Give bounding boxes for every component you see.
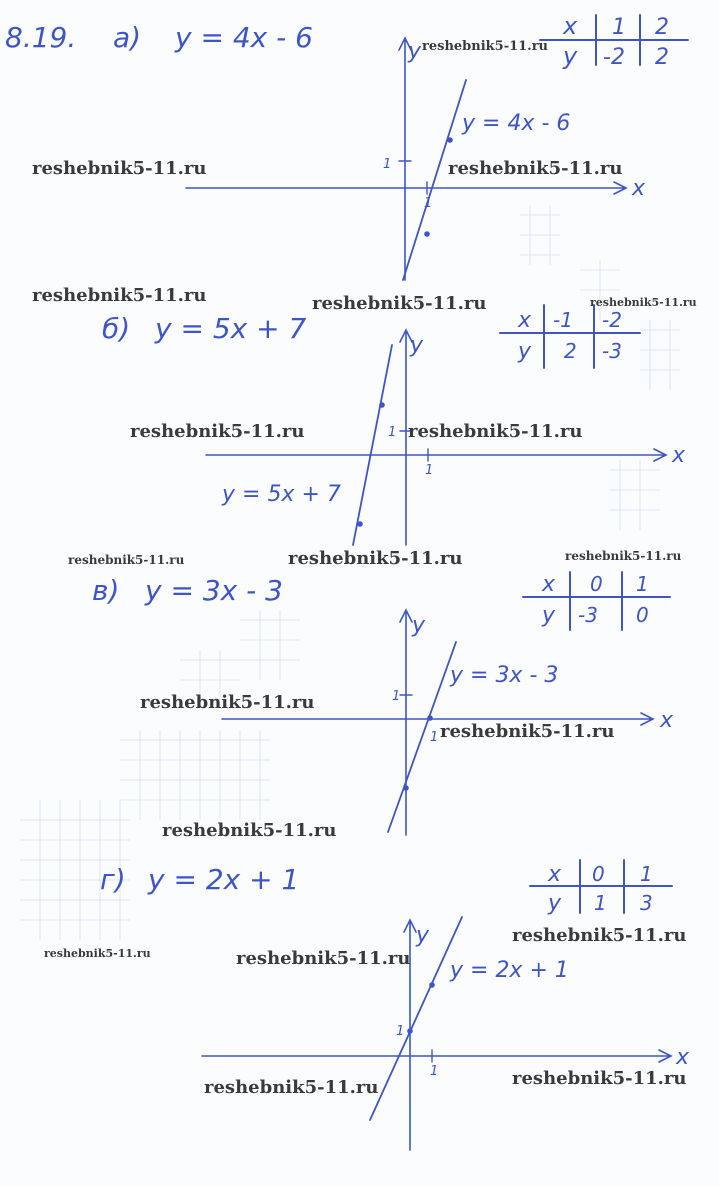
part-v-table-y-header: y [542,603,556,628]
part-b-table-y1: 2 [564,339,577,363]
part-b-line [353,345,392,545]
watermark: reshebnik5-11.ru [512,925,687,946]
part-b-table-x-header: x [518,308,532,333]
watermark: reshebnik5-11.ru [312,293,487,314]
part-a-table-y2: 2 [655,45,669,70]
part-b-equation: y = 5x + 7 [155,312,307,345]
part-v-table-y2: 0 [636,603,649,627]
part-b-table-x1: -1 [553,308,573,332]
part-g-table-y-header: y [548,891,562,916]
part-g-y-unit: 1 [396,1024,405,1039]
part-v-x-axis-label: x [660,708,674,733]
part-b-y-unit: 1 [388,425,397,440]
part-a-y-axis-label: y [408,39,422,64]
watermark: reshebnik5-11.ru [288,548,463,569]
part-g-value-table [530,860,672,916]
watermark: reshebnik5-11.ru [44,947,151,960]
watermark: reshebnik5-11.ru [162,820,337,841]
part-b-table-y2: -3 [602,339,622,363]
part-v-point-2 [427,715,433,721]
part-a-equation: y = 4x - 6 [175,21,313,54]
part-a-table-x2: 2 [655,15,669,40]
part-v-point-1 [403,785,409,791]
part-a-point-2 [447,137,453,143]
part-a-y-unit: 1 [383,157,392,172]
watermark: reshebnik5-11.ru [236,948,411,969]
watermark: reshebnik5-11.ru [440,721,615,742]
watermarks [32,39,697,1098]
part-v-x-unit: 1 [430,730,439,745]
part-v-y-axis-label: y [412,613,426,638]
part-g-y-axis-label: y [416,923,430,948]
part-g-table-x1: 0 [592,862,605,886]
part-b-table-y-header: y [518,339,532,364]
part-v-table-y1: -3 [578,603,598,627]
part-v-graph-label: y = 3x - 3 [450,663,559,688]
watermark: reshebnik5-11.ru [204,1077,379,1098]
problem-number: 8.19. [5,21,77,54]
part-v-label: в) [92,574,120,607]
watermark: reshebnik5-11.ru [448,158,623,179]
part-a-table-x1: 1 [612,15,626,40]
part-a-line [403,80,466,280]
watermark: reshebnik5-11.ru [130,421,305,442]
part-a-table-x-header: x [563,12,578,40]
watermark: reshebnik5-11.ru [140,692,315,713]
part-a-table-y1: -2 [603,45,625,70]
part-g-point-2 [429,982,435,988]
watermark: reshebnik5-11.ru [590,296,697,309]
part-a-table-y-header: y [563,42,578,70]
part-v-table-x1: 0 [590,572,603,596]
part-v-y-axis [400,610,412,835]
part-a-value-table [540,12,688,70]
part-b-x-axis-label: x [672,443,686,468]
watermark: reshebnik5-11.ru [68,553,185,567]
watermark: reshebnik5-11.ru [565,549,682,563]
part-a-point-1 [424,231,430,237]
part-g-table-x2: 1 [640,862,653,886]
part-b-point-2 [357,521,363,527]
part-a-y-axis [399,38,411,280]
watermark: reshebnik5-11.ru [512,1068,687,1089]
part-b-table-x2: -2 [602,308,622,332]
part-v-table-x2: 1 [636,572,649,596]
part-g-table-y2: 3 [640,891,653,915]
part-g-point-1 [407,1028,413,1034]
part-a-graph-label: y = 4x - 6 [462,111,571,136]
part-v-y-unit: 1 [392,689,401,704]
part-a-x-axis-label: x [632,176,646,201]
watermark: reshebnik5-11.ru [32,285,207,306]
watermark: reshebnik5-11.ru [408,421,583,442]
part-v-equation: y = 3x - 3 [145,574,283,607]
part-b-x-unit: 1 [425,463,434,478]
part-b-y-axis-label: y [410,333,424,358]
part-g-x-axis [202,1050,671,1062]
part-b-point-1 [379,402,385,408]
part-g-x-axis-label: x [676,1045,690,1070]
part-g-equation: y = 2x + 1 [148,863,300,896]
part-v-value-table [523,572,670,630]
part-g [100,860,690,1150]
part-a [113,12,688,280]
part-b-value-table [500,305,640,368]
part-b-graph-label: y = 5x + 7 [222,482,341,507]
part-g-table-y1: 1 [594,891,607,915]
part-g-table-x-header: x [548,862,562,887]
part-g-x-unit: 1 [430,1064,439,1079]
part-a-x-unit: 1 [424,196,433,211]
part-b-label: б) [102,312,131,345]
part-v-table-x-header: x [542,572,556,597]
part-g-graph-label: y = 2x + 1 [450,958,569,983]
watermark: reshebnik5-11.ru [32,158,207,179]
part-a-x-axis [186,182,626,194]
watermark: reshebnik5-11.ru [422,39,549,54]
part-b-x-axis [206,449,666,461]
part-a-label: а) [113,21,142,54]
part-g-label: г) [100,863,126,896]
